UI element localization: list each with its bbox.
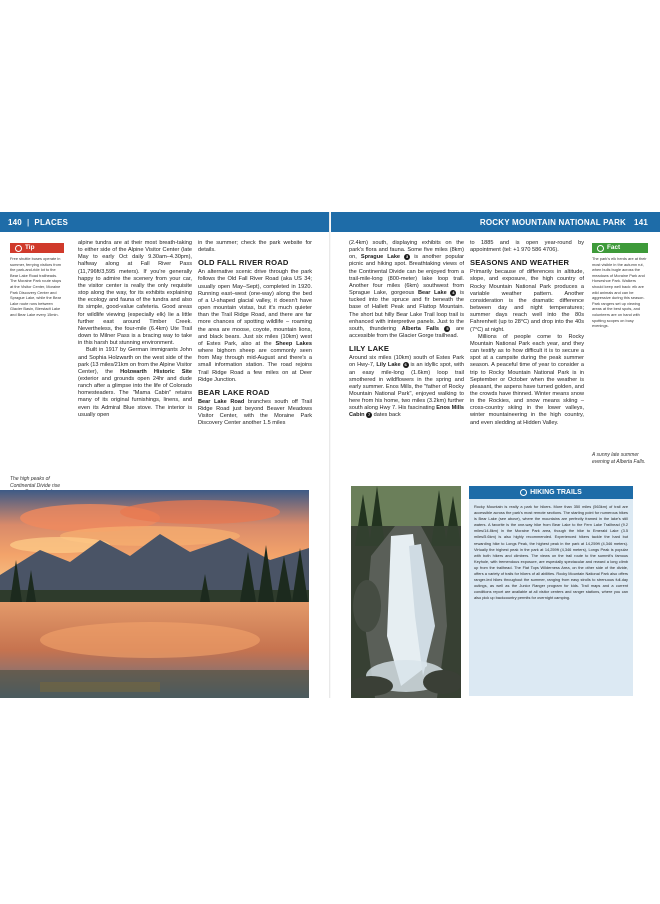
hiking-trails-header: [469, 486, 633, 499]
col3-p2-c: dates back: [372, 412, 401, 419]
right-page-header: [331, 212, 660, 232]
fact-header: [592, 243, 648, 253]
col4-paragraph-2: Primarily because of differences in altitude, slope, and exposure, the high country of Rocky Mountain National Park produces a variable weather pattern. Another consideration is the dramatic difference between day and night temperatures; summer days reach well into the 80s Fahrenheit (up to 28°C) and drop into the 40s (7°C) at night.: [470, 269, 584, 333]
holzwarth-site-name: Holzwarth Historic Site: [120, 368, 192, 375]
hiking-trails-title: HIKING TRAILS: [530, 489, 582, 496]
col3-p2-a: Around six miles (10km) south of Estes Park on Hwy-7,: [349, 355, 464, 369]
waterfall-illustration: [351, 486, 461, 698]
col2-paragraph-1: in the summer; check the park website for details.: [198, 240, 312, 254]
col3-paragraph-2: [349, 355, 464, 419]
hiking-icon: [520, 489, 527, 496]
tip-header: [10, 243, 64, 253]
col4-paragraph-1: to 1885 and is open year-round by appointment (tel: +1 970 586 4706).: [470, 240, 584, 254]
right-section-title: ROCKY MOUNTAIN NATIONAL PARK: [479, 217, 627, 227]
col1-p2-rest: (exterior and grounds open 24hr and dude ranch after a glimpse into the life of Colorado homesteaders. The "Mama Cabin" retains many of its original furnishings, linens, and even its Admiral Blue stove. The interior is usually open: [78, 375, 192, 418]
right-photo-caption: A sunny late summer evening at Alberta Falls.: [592, 452, 646, 465]
book-spread: [0, 212, 660, 698]
col3-p1-d: are accessible from the Glacier Gorge trailhead.: [349, 325, 464, 340]
left-page-number: 140: [8, 217, 22, 227]
enos-mills-cabin-name: Enos Mills Cabin: [349, 405, 464, 419]
tip-box: [10, 243, 64, 318]
map-marker-number: 7: [367, 412, 371, 418]
col3-p1-b: is another popular picnic and hiking spot. Breathtaking views of the Continental Divide can be enjoyed from a trail-mile-long (800-meter) lake loop trail. Another four miles (6km) southwest from Sprague Lake, gorgeous: [349, 254, 464, 297]
left-section-title: PLACES: [34, 217, 69, 227]
left-photo-caption: The high peaks of Continental Divide rise: [10, 476, 61, 489]
hiking-trails-box: [469, 486, 633, 696]
header-separator: |: [26, 217, 30, 227]
right-column-1: [349, 240, 464, 486]
map-marker-number: 3: [406, 254, 409, 260]
right-page-number: 141: [634, 217, 648, 227]
col2-p3-rest: branches south off Trail Ridge Road just beyond Beaver Meadows Visitor Center, with the Moraine Park Discovery Center another 1.5 miles: [198, 398, 312, 427]
sprague-lake-sunset-photo: [0, 490, 309, 698]
col4-paragraph-3: Millions of people come to Rocky Mountain National Park each year, and they can testify as to how difficult it is to secure a spot at a campsite during the peak summer season. A peaceful time of year to consider a trip to Rocky Mountain National Park is in September or October when the weather is pleasant, the aspens have turned golden, and the crowds have thinned. Winter means snow in the Rockies, and snow means skiing – cross-country skiing in the lower valleys, winter mountaineering in the high country, and even sledding at Hidden Valley.: [470, 333, 584, 426]
col2-paragraph-3: [198, 399, 312, 428]
col2-p2-rest: where bighorn sheep are commonly seen from May through mid-August and there's a small information station. The road rejoins Trail Ridge Road a few miles on at Deer Ridge Junction.: [198, 348, 312, 383]
heading-bear-lake-road: BEAR LAKE ROAD: [198, 387, 270, 397]
heading-old-fall-river-road: OLD FALL RIVER ROAD: [198, 258, 289, 268]
sprague-lake-illustration: [0, 490, 309, 698]
col1-paragraph-1: alpine tundra are at their most breath-taking to either side of the Alpine Visitor Center (late May to early Oct daily 9.30am–4.30pm), halfway along at Fall River Pass (11,796ft/3,595 meters). If you're generally happy to admire the scenery from your car, the visitor center is really the only requisite stop along the way, for its exhibits explaining the ecology and fauna of the tundra and also its simple, good-value cafeteria. Good areas for wildlife viewing (especially elk) lie a little further east around Timber Creek. Nevertheless, the four-mile (6.4km) Ute Trail down to Milner Pass is a bracing way to take in this harsh but stunning environment.: [78, 240, 192, 347]
tip-text: Free shuttle buses operate in summer, ferrying visitors from the park-and-ride lot to the Bear Lake Road trailheads. The Moraine Park route stops at the Visitor Center, Moraine Park Discovery Center and Sprague Lake, while the Bear Lake route runs between Glacier Basin, Bierstadt Lake and Bear Lake every 15min.: [10, 256, 62, 317]
left-column-2: [198, 240, 312, 486]
bear-lake-name: Bear Lake: [417, 290, 447, 297]
tip-title: Tip: [25, 244, 35, 252]
left-page-header: [0, 212, 329, 232]
left-column-1: [78, 240, 192, 486]
col3-p2-b: is an idyllic spot, with an easy mile-long (1.6km) loop trail smothered in wildflowers in the spring and early summer. Enos Mills, the "father of Rocky Mountain National Park", enjoyed walking to here from his home, two miles (3.2km) further south along Hwy 7. His fascinating: [349, 362, 464, 412]
tip-icon: [15, 245, 22, 252]
sprague-lake-name: Sprague Lake: [360, 254, 401, 261]
col3-p1-a: (2.4km) south, displaying exhibits on the park's flora and fauna. Some five miles (8km) on,: [349, 240, 464, 261]
fact-box: [592, 243, 648, 329]
fact-text: The park's elk herds are at their most visible in the autumn rut, when bulls bugle across the meadows of Moraine Park and Horseshoe Park. Walkers should keep well back: elk are wild animals and can be aggressive during this season. Park rangers set up viewing areas at the best spots, and volunteers are on hand with spotting scopes on busy evenings.: [592, 256, 647, 329]
col2-paragraph-2: [198, 269, 312, 384]
heading-seasons-and-weather: SEASONS AND WEATHER: [470, 258, 570, 268]
fact-title: Fact: [607, 244, 621, 252]
alberta-falls-photo: [351, 486, 461, 698]
bear-lake-road-name: Bear Lake Road: [198, 398, 245, 405]
col3-paragraph-1: [349, 240, 464, 340]
col3-p1-c: is tucked into the spruce and fir beneath the base of Hallett Peak and Flattop Mountain. The short but hilly Bear Lake Trail loop trail is enhanced with interpretive panels. Just to the south, thundering: [349, 290, 464, 332]
col1-paragraph-2: [78, 347, 192, 419]
page-gutter: [329, 212, 331, 698]
lily-lake-name: Lily Lake: [376, 362, 401, 369]
heading-lily-lake: LILY LAKE: [349, 344, 390, 354]
sheep-lakes-name: Sheep Lakes: [275, 340, 312, 347]
col2-p2-text: An alternative scenic drive through the park follows the Old Fall River Road (aka US 34; usually open May–Sept), completed in 1920. Running east–west (one-way) along the bed of a U-shaped glacial valley, it doesn't have open mountain vistas, but it's much quieter than the Trail Ridge Road, and there are far more chances of spotting wildlife – roaming the area are moose, coyote, mountain lions, and black bears. Just six miles (10km) west of Estes Park, also at the: [198, 269, 312, 347]
map-marker-number: 4: [452, 290, 455, 296]
map-marker-number: 6: [404, 362, 407, 368]
map-marker-number: 5: [446, 325, 449, 331]
alberta-falls-name: Alberta Falls: [401, 325, 440, 332]
col1-p2-intro: Built in 1917 by German immigrants John and Sophia Holzwarth on the west side of the park (13 miles/21km on from the Alpine Visitor Center), the: [78, 347, 192, 375]
right-column-2: [470, 240, 584, 486]
hiking-trails-text: Rocky Mountain is really a park for hikers. More than 350 miles (563km) of trail are accessible across the park's most remote sections. The starting point for numerous hikes is Bear Lake (see above), where the mountains are perfectly framed in the lake's still waters. A favorite is the one-way hike from Bear Lake to the Fern Lake Trailhead (9.2 miles/14.8km) in the Moraine Park area, though the hike to Emerald Lake (3.5 miles/5.6km) is also highly recommended. Experienced hikers tackle the hard but rewarding hike to Longs Peak, the highest peak in the park at 14,259ft (4,346 meters). Virtually the highest peak in the park at 14,259ft (4,346 meters), Longs Peak is popular with both hikers and climbers. The views on the trail route to the summit's famous Keyhole, with tremendous exposure, are especially spectacular and reward a long climb up from the trailhead. The Flat Tops Wilderness Area, on the other side of the divide, offers a variety of trails for hikers of all abilities. Rocky Mountain National Park also offers ranger-led hikes throughout the summer, ranging from easy strolls to strenuous full-day outings, as well as the Junior Ranger program for kids. Trail maps and a current conditions report are available at all visitor centers and ranger stations, where you can also pick up backcountry permits for overnight camping.: [474, 504, 628, 601]
fact-icon: [597, 245, 604, 252]
